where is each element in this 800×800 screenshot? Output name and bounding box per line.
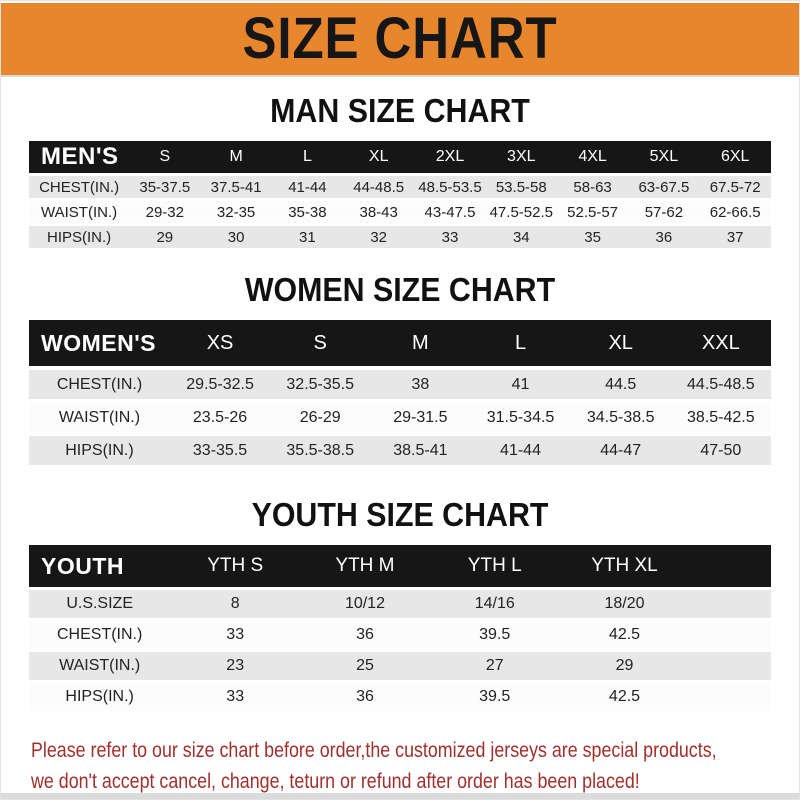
men-row-hips-in [29,226,771,248]
men-column-4xl: 4XL [578,148,607,165]
men-size-chart-section [1,93,799,248]
cell-value: 38.5-41 [393,441,448,459]
cell-value: 29.5-32.5 [186,375,254,393]
men-column-xl: XL [368,148,389,165]
cell-value: 35 [584,228,601,246]
cell-value: 36 [655,228,673,246]
cell-value: 44-47 [600,441,642,459]
women-row-waist-in [29,403,771,432]
cell-value: 30 [227,228,245,246]
cell-value: 62-66.5 [709,203,761,221]
cell-value: 57-62 [644,203,684,221]
row-label-waist-in: WAIST(IN.) [59,657,141,674]
cell-value: 8 [230,595,240,612]
men-column-m: M [229,148,243,165]
row-label-hips-in: HIPS(IN.) [65,688,134,705]
size-chart-sections [1,93,799,711]
youth-row-hips-in [29,683,771,711]
disclaimer [31,735,799,797]
cell-value: 44.5 [605,375,637,393]
women-row-chest-in [29,370,771,399]
women-size-chart-section [1,272,799,465]
youth-column-yth-l: YTH L [467,555,522,576]
men-size-table [29,141,771,248]
men-corner-label: MEN'S [41,143,119,170]
cell-value: 47.5-52.5 [489,203,553,221]
youth-row-waist-in [29,652,771,680]
cell-value: 38 [411,375,430,393]
youth-row-u-s-size [29,590,771,618]
cell-value: 35.5-38.5 [286,441,354,459]
page-title: SIZE CHART [242,6,558,71]
cell-value: 32 [370,228,388,246]
row-label-u-s-size: U.S.SIZE [66,595,133,612]
cell-value: 29 [156,228,174,246]
men-column-5xl: 5XL [649,148,679,165]
women-column-xl: XL [608,331,633,354]
cell-value: 58-63 [573,178,612,196]
women-column-xxl: XXL [701,331,740,354]
row-label-chest-in: CHEST(IN.) [39,178,120,196]
youth-table-header-row [29,545,771,587]
women-corner-label: WOMEN'S [41,329,157,356]
cell-value: 34 [512,228,530,246]
women-table-header-row [29,320,771,366]
cell-value: 44.5-48.5 [687,375,755,393]
row-label-chest-in: CHEST(IN.) [56,375,143,393]
cell-value: 44-48.5 [353,178,405,196]
cell-value: 41-44 [288,178,327,196]
cell-value: 43-47.5 [424,203,476,221]
cell-value: 42.5 [608,626,641,643]
cell-value: 14/16 [474,595,515,612]
banner [1,3,799,77]
women-column-l: L [514,331,527,354]
cell-value: 32.5-35.5 [286,375,354,393]
cell-value: 35-37.5 [139,178,191,196]
youth-column-yth-xl: YTH XL [591,555,658,576]
men-table-header-row [29,141,771,173]
women-column-s: S [313,331,327,354]
cell-value: 33 [226,626,245,643]
youth-size-chart-heading: YOUTH SIZE CHART [251,496,549,533]
cell-value: 26-29 [299,408,341,426]
row-label-waist-in: WAIST(IN.) [41,203,118,221]
cell-value: 31.5-34.5 [486,408,555,426]
cell-value: 18/20 [604,595,645,612]
row-label-hips-in: HIPS(IN.) [46,228,112,246]
youth-column-yth-s: YTH S [207,555,264,576]
cell-value: 37 [726,228,744,246]
women-size-chart-heading: WOMEN SIZE CHART [244,271,556,308]
cell-value: 27 [485,657,504,674]
cell-value: 29-32 [145,203,184,221]
cell-value: 39.5 [479,688,511,705]
men-row-chest-in [29,176,771,198]
women-column-xs: XS [206,331,234,354]
youth-row-chest-in [29,621,771,649]
men-column-2xl: 2XL [435,148,465,165]
cell-value: 42.5 [608,688,641,705]
cell-value: 33 [226,688,245,705]
cell-value: 23 [226,657,245,674]
cell-value: 23.5-26 [192,408,248,426]
cell-value: 32-35 [216,203,256,221]
women-column-m: M [412,331,429,354]
youth-size-chart-section [1,497,799,711]
cell-value: 36 [356,626,374,643]
cell-value: 31 [299,228,316,246]
men-column-3xl: 3XL [507,148,536,165]
men-row-waist-in [29,201,771,223]
cell-value: 33 [441,228,459,246]
cell-value: 29-31.5 [393,408,448,426]
cell-value: 41 [511,375,530,393]
men-size-chart-heading: MAN SIZE CHART [270,92,530,129]
cell-value: 29 [615,657,634,674]
women-size-table [29,320,771,465]
cell-value: 47-50 [700,441,742,459]
men-column-l: L [302,148,312,165]
row-label-waist-in: WAIST(IN.) [58,408,141,426]
bottom-edge-strip [1,793,799,799]
cell-value: 63-67.5 [638,178,690,196]
row-label-hips-in: HIPS(IN.) [65,441,134,459]
women-row-hips-in [29,436,771,465]
cell-value: 34.5-38.5 [586,408,655,426]
disclaimer-line-2: we don't accept cancel, change, teturn or refund after order has been placed! [31,770,640,793]
cell-value: 25 [356,657,374,674]
cell-value: 53.5-58 [495,178,547,196]
cell-value: 35-38 [288,203,327,221]
cell-value: 41-44 [500,441,541,459]
cell-value: 39.5 [479,626,511,643]
cell-value: 38.5-42.5 [687,408,755,426]
youth-column-yth-m: YTH M [335,555,395,576]
cell-value: 38-43 [359,203,398,221]
cell-value: 10/12 [344,595,385,612]
men-column-s: S [159,148,171,165]
cell-value: 67.5-72 [709,178,761,196]
cell-value: 52.5-57 [567,203,619,221]
cell-value: 36 [356,688,374,705]
cell-value: 48.5-53.5 [418,178,482,196]
cell-value: 37.5-41 [210,178,262,196]
youth-corner-label: YOUTH [41,552,124,579]
row-label-chest-in: CHEST(IN.) [56,626,143,643]
men-column-6xl: 6XL [720,148,750,165]
youth-size-table [29,545,771,711]
disclaimer-line-1: Please refer to our size chart before order,the customized jerseys are special products, [31,739,717,762]
cell-value: 33-35.5 [192,441,248,459]
